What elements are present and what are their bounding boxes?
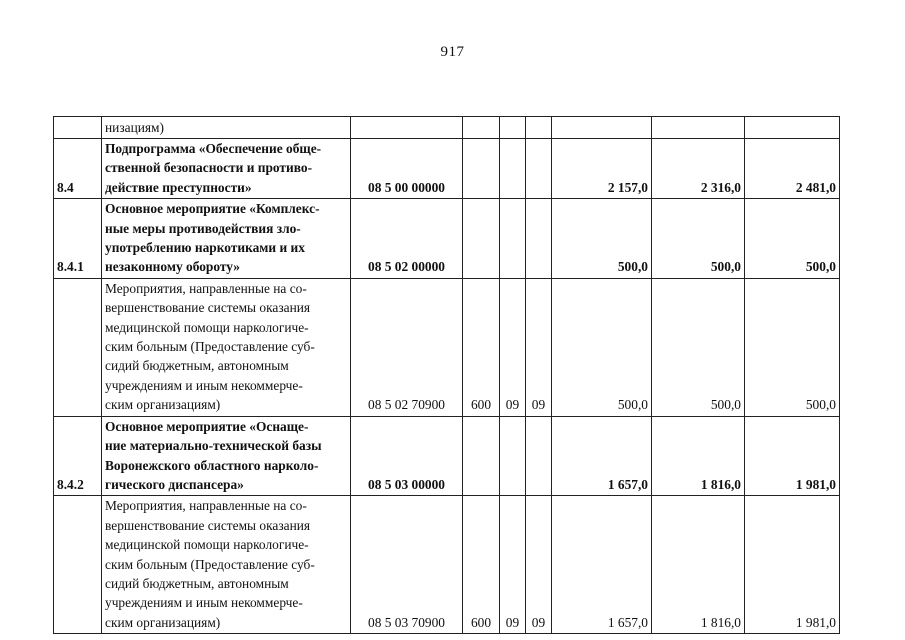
row-value-2: 1 816,0	[652, 416, 745, 496]
row-name-line: Подпрограмма «Обеспечение обще-	[105, 141, 322, 156]
row-value-2: 1 816,0	[652, 496, 745, 634]
row-value-2	[652, 117, 745, 139]
row-number: 8.4.2	[54, 416, 102, 496]
table-row	[54, 199, 840, 279]
row-number	[54, 117, 102, 139]
row-name-line: медицинской помощи наркологиче-	[105, 537, 309, 553]
row-pr	[526, 199, 552, 279]
row-vr: 600	[463, 278, 500, 416]
row-value-1: 1 657,0	[552, 496, 652, 634]
row-name-line: гического диспансера»	[105, 476, 244, 492]
row-pr	[526, 117, 552, 139]
row-name-line: вершенствование системы оказания	[105, 300, 311, 316]
table-row	[54, 278, 840, 416]
row-pr	[526, 139, 552, 199]
row-name-line: ственной безопасности и противо-	[105, 160, 313, 176]
row-name-line: ние материально-технической базы	[105, 438, 322, 454]
row-pr	[526, 416, 552, 496]
row-number: 8.4	[54, 139, 102, 199]
table-row	[54, 139, 840, 199]
row-value-2: 500,0	[652, 199, 745, 279]
row-code	[351, 117, 463, 139]
row-value-1: 500,0	[552, 199, 652, 279]
row-name-line: Мероприятия, направленные на со-	[105, 280, 307, 296]
row-name-line: вершенствование системы оказания	[105, 517, 311, 533]
row-name-line: учреждениям и иным некоммерче-	[105, 377, 303, 393]
row-name-line: Основное мероприятие «Комплекс-	[105, 201, 320, 217]
row-name-line: употреблению наркотиками и их	[105, 240, 305, 256]
row-value-3	[745, 117, 840, 139]
row-value-3: 1 981,0	[745, 416, 840, 496]
row-name-line: незаконному обороту»	[105, 259, 241, 275]
row-name-line: сидий бюджетным, автономным	[105, 358, 289, 374]
row-rz	[500, 139, 526, 199]
row-name	[102, 416, 351, 496]
row-name-line: медицинской помощи наркологиче-	[105, 319, 309, 335]
row-number	[54, 278, 102, 416]
row-code: 08 5 02 70900	[351, 278, 463, 416]
row-name	[102, 199, 351, 279]
row-code: 08 5 02 00000	[351, 199, 463, 279]
row-number: 8.4.1	[54, 199, 102, 279]
row-value-3: 500,0	[745, 278, 840, 416]
table-row	[54, 416, 840, 496]
row-rz	[500, 199, 526, 279]
row-rz	[500, 117, 526, 139]
row-rz	[500, 416, 526, 496]
row-vr: 600	[463, 496, 500, 634]
row-value-1: 2 157,0	[552, 139, 652, 199]
row-vr	[463, 139, 500, 199]
table-row	[54, 117, 840, 139]
row-value-3: 1 981,0	[745, 496, 840, 634]
row-name-line: ским больным (Предоставление суб-	[105, 556, 315, 572]
row-name-line: учреждениям и иным некоммерче-	[105, 595, 303, 611]
page-number: 917	[440, 44, 465, 60]
row-name-line: ским организациям)	[105, 614, 221, 630]
row-name-line: сидий бюджетным, автономным	[105, 575, 289, 591]
row-name-line: Основное мероприятие «Оснаще-	[105, 418, 309, 434]
row-name-line: ные меры противодействия зло-	[105, 220, 301, 236]
row-code: 08 5 03 70900	[351, 496, 463, 634]
row-value-3: 2 481,0	[745, 139, 840, 199]
row-code: 08 5 00 00000	[351, 139, 463, 199]
row-rz: 09	[500, 278, 526, 416]
row-value-1: 1 657,0	[552, 416, 652, 496]
row-value-2: 500,0	[652, 278, 745, 416]
table-row	[54, 496, 840, 634]
row-name-line: низациям)	[105, 119, 164, 135]
row-name	[102, 139, 351, 199]
row-name-line: действие преступности»	[105, 179, 252, 195]
table-body	[54, 117, 840, 634]
row-name-line: ским организациям)	[105, 397, 221, 413]
row-pr: 09	[526, 278, 552, 416]
row-value-1	[552, 117, 652, 139]
row-name-line: Мероприятия, направленные на со-	[105, 498, 307, 514]
row-name	[102, 278, 351, 416]
row-vr	[463, 117, 500, 139]
row-value-2: 2 316,0	[652, 139, 745, 199]
budget-table	[53, 116, 840, 634]
row-vr	[463, 416, 500, 496]
row-pr: 09	[526, 496, 552, 634]
row-name	[102, 117, 351, 139]
row-code: 08 5 03 00000	[351, 416, 463, 496]
row-vr	[463, 199, 500, 279]
row-value-3: 500,0	[745, 199, 840, 279]
row-number	[54, 496, 102, 634]
row-value-1: 500,0	[552, 278, 652, 416]
row-name-line: ским больным (Предоставление суб-	[105, 339, 315, 355]
row-name	[102, 496, 351, 634]
row-rz: 09	[500, 496, 526, 634]
row-name-line: Воронежского областного нарколо-	[105, 457, 319, 473]
